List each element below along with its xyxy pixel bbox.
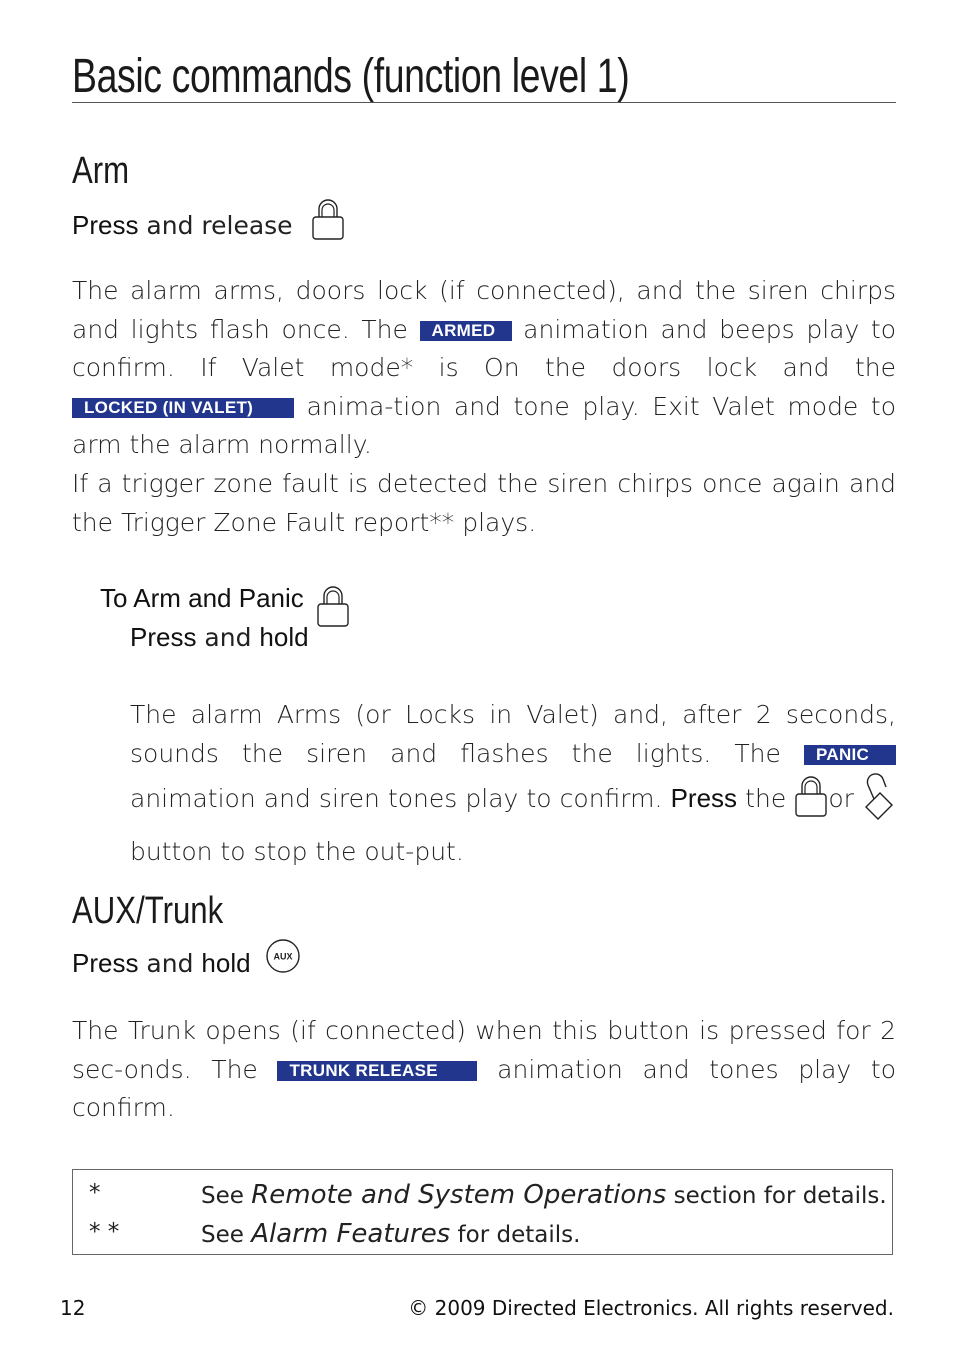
arm-text-c: anima-tion and tone play. Exit Valet mode to arm the alarm normally.: [72, 391, 896, 460]
aux-paragraph: [72, 1012, 896, 1128]
armed-badge: ARMED: [420, 321, 512, 341]
arm-panic-paragraph: [130, 696, 896, 871]
locked-in-valet-badge: LOCKED (IN VALET): [72, 398, 294, 418]
footnote-rest: section for details.: [673, 1183, 887, 1209]
lock-icon: [316, 585, 350, 634]
arm-panic-instruction: [130, 622, 309, 653]
lock-icon: [794, 775, 828, 829]
aux-button-icon: [265, 938, 301, 981]
hold-label: hold: [259, 622, 309, 652]
footnote-text: [201, 1180, 887, 1210]
footnote-reference: Alarm Features: [251, 1219, 451, 1249]
aux-icon-text: AUX: [273, 951, 293, 962]
unlock-icon: [862, 773, 896, 833]
and-label: and: [204, 623, 252, 652]
the-word: the: [745, 784, 787, 814]
panic-text-b: animation and siren tones play to confirm.: [130, 784, 663, 814]
see-word: See: [201, 1222, 244, 1248]
arm-paragraph-1: [72, 272, 896, 465]
footnote-box: [72, 1169, 893, 1255]
press-label: Press: [72, 948, 139, 978]
press-label: Press: [130, 622, 197, 652]
or-word: or: [828, 784, 854, 814]
footnote-text: [201, 1219, 580, 1249]
arm-instruction: [72, 198, 345, 247]
panic-text-c: button to stop the out-put.: [130, 836, 464, 866]
and-label: and: [146, 949, 194, 978]
see-word: See: [201, 1183, 244, 1209]
footnote-reference: Remote and System Operations: [251, 1180, 667, 1210]
arm-paragraph-2: If a trigger zone fault is detected the siren chirps once again and the Trigger Zone Fault report** plays.: [72, 469, 896, 537]
arm-text-b: animation and beeps play to confirm. If Valet mode* is On the doors lock and the: [72, 314, 897, 383]
lock-icon: [311, 198, 345, 247]
footnote-rest: for details.: [457, 1222, 581, 1248]
panic-badge: PANIC: [804, 745, 896, 765]
arm-text-a: The alarm arms, doors lock (if connected), and the siren chirps and lights flash once. The: [72, 276, 896, 344]
footnote-mark: *: [89, 1180, 101, 1206]
aux-text-a: The Trunk opens (if connected) when this button is pressed for 2 sec-onds. The: [72, 1016, 896, 1084]
trunk-release-badge: TRUNK RELEASE: [277, 1061, 477, 1081]
aux-trunk-heading: AUX/Trunk: [72, 890, 224, 932]
footnote-mark: * *: [89, 1219, 120, 1245]
page-title-text: Basic commands (function level 1): [72, 50, 630, 103]
press-label: Press: [72, 210, 139, 240]
hold-label: hold: [201, 948, 251, 978]
and-release-label: and release: [146, 211, 293, 240]
copyright: © 2009 Directed Electronics. All rights reserved.: [408, 1296, 894, 1320]
page-title: [72, 52, 896, 103]
page-number: 12: [60, 1296, 86, 1320]
arm-panic-heading-text: To Arm and Panic: [100, 583, 304, 613]
press-word: Press: [670, 783, 738, 814]
arm-heading: Arm: [72, 150, 130, 192]
panic-text-a: The alarm Arms (or Locks in Valet) and, after 2 seconds, sounds the siren and flashes the lights. The: [130, 700, 896, 768]
aux-instruction: [72, 938, 301, 981]
aux-text-b: animation and tones play to confirm.: [72, 1054, 896, 1123]
